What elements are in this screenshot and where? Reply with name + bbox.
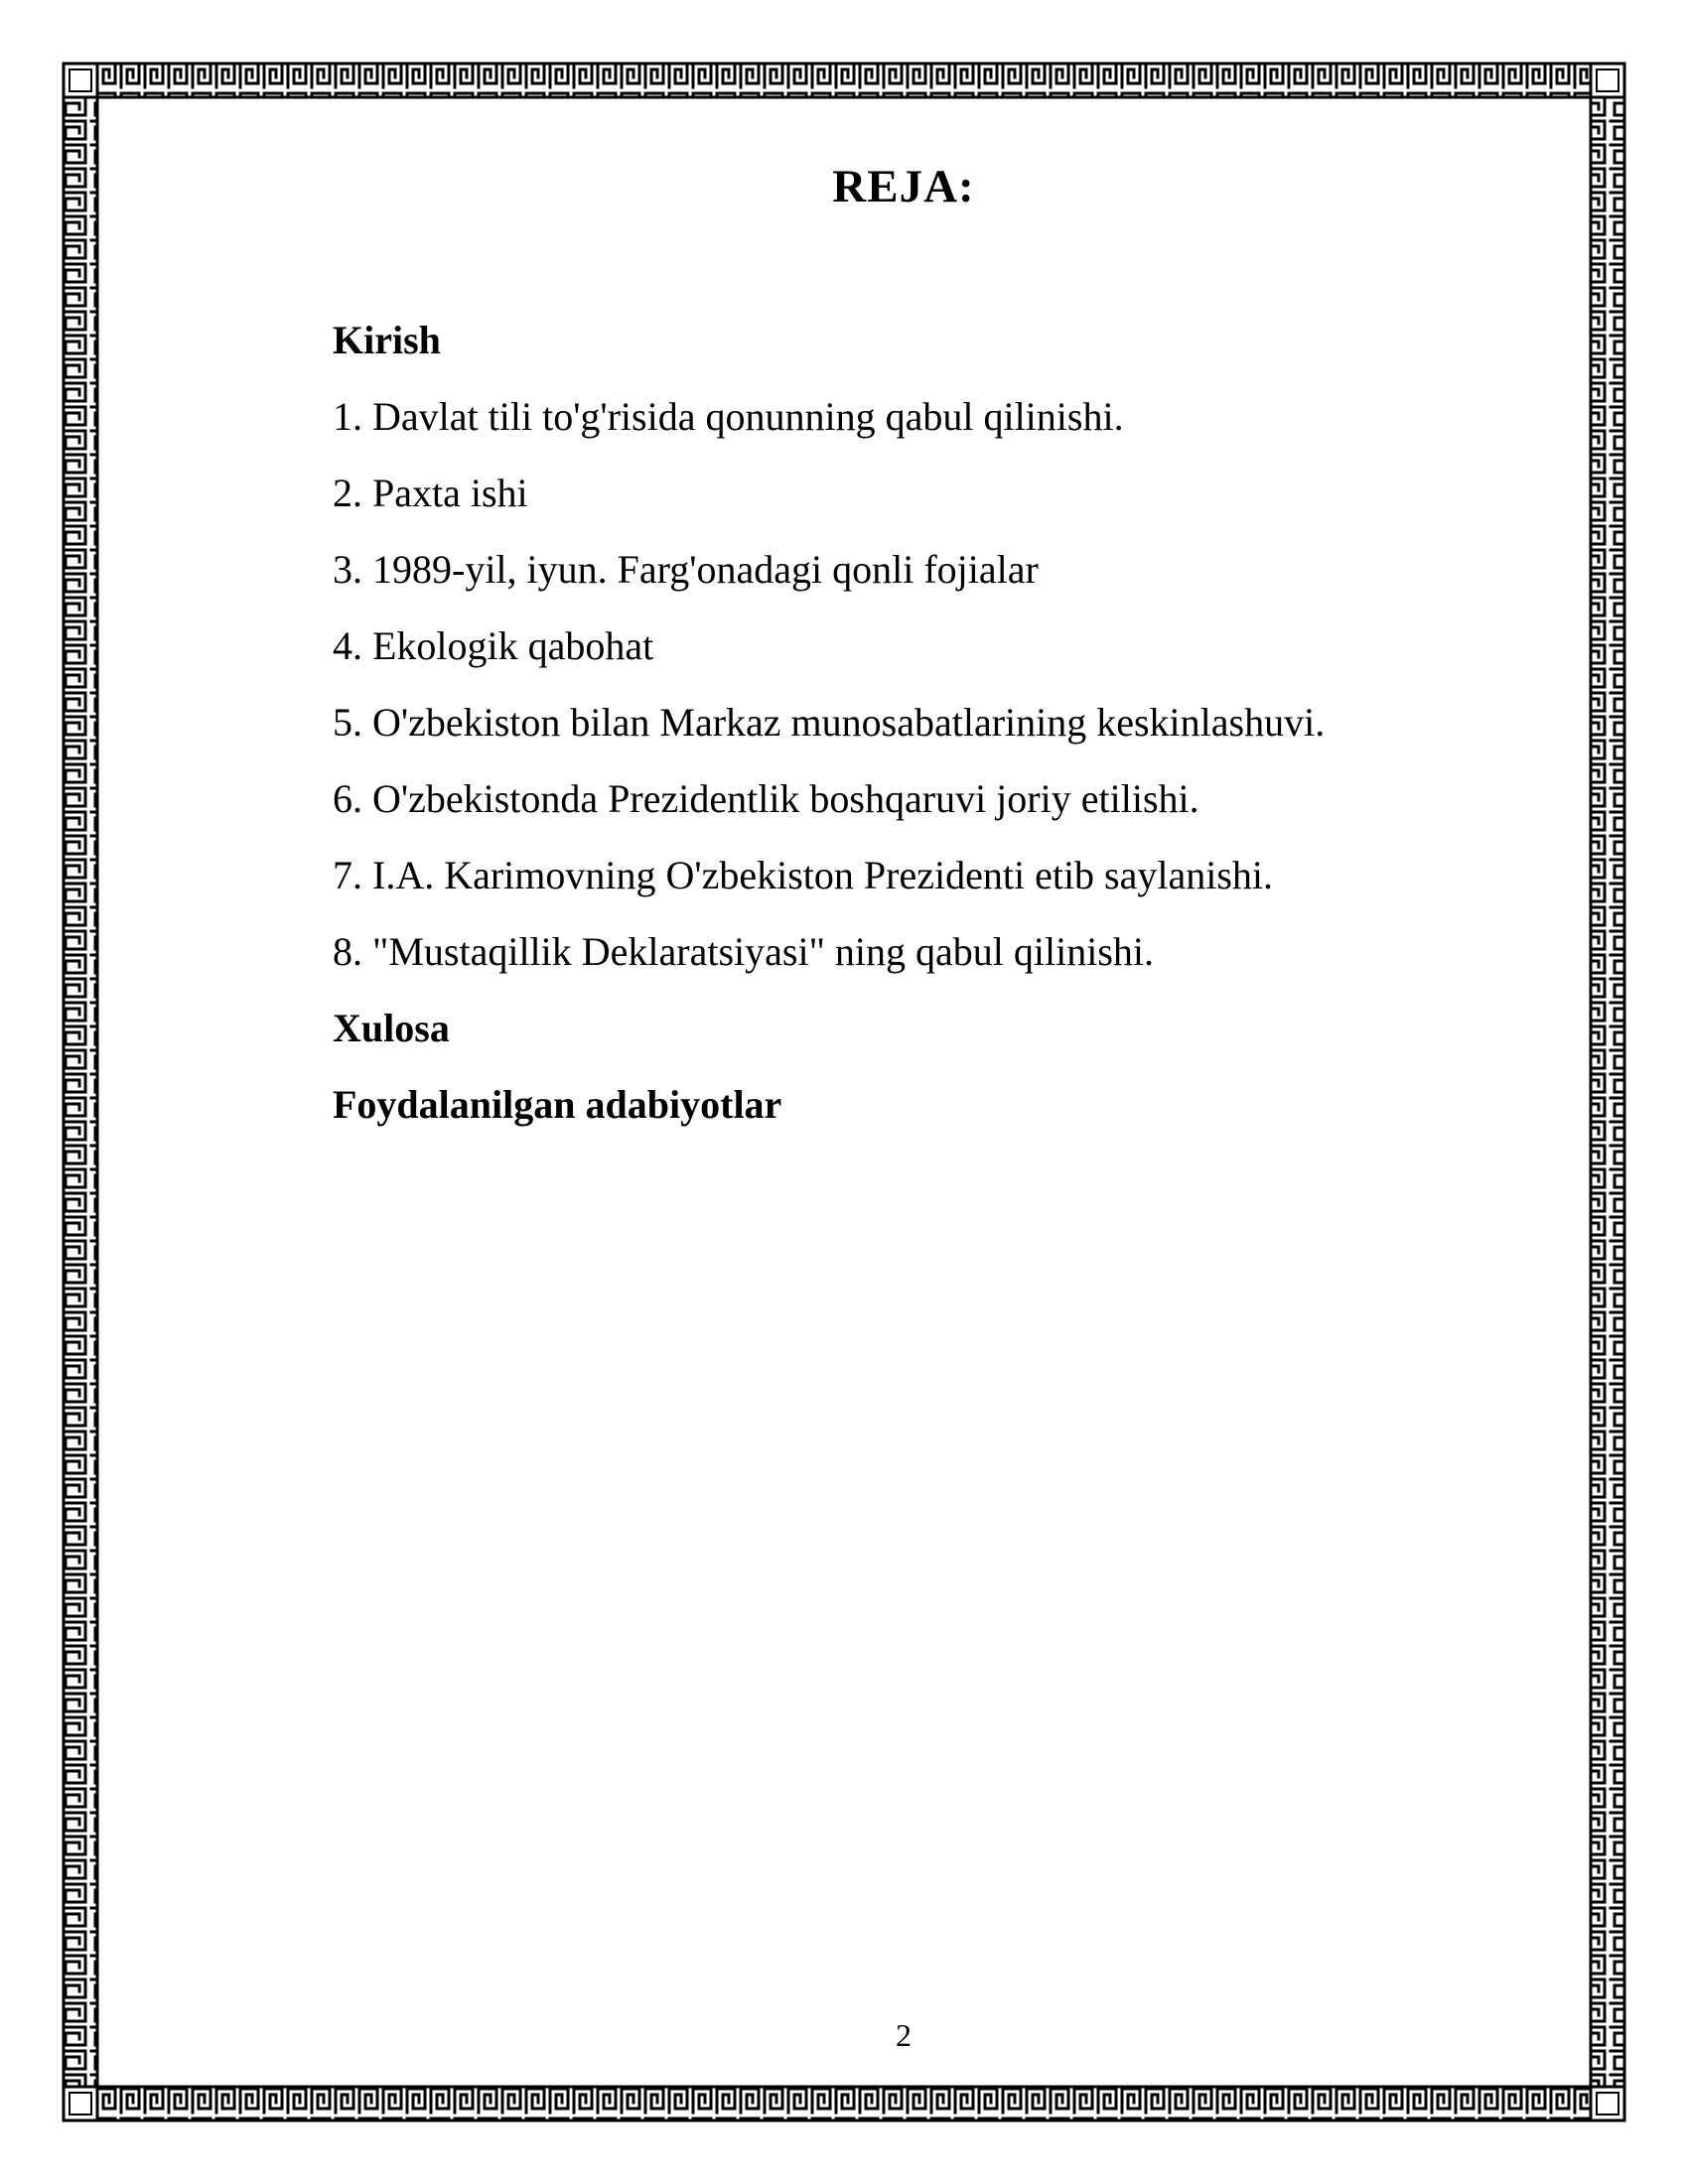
plan-item: 2. Paxta ishi [333,471,528,515]
plan-conclusion: Xulosa [333,1006,450,1050]
plan-item: 1. Davlat tili to'g'risida qonunning qabul qilinishi. [333,394,1124,439]
page-number: 2 [896,2017,912,2053]
plan-item: 5. O'zbekiston bilan Markaz munosabatlarining keskinlashuvi. [333,700,1326,745]
plan-list [333,308,1524,1149]
plan-item: 4. Ekologik qabohat [333,623,654,668]
plan-item: 7. I.A. Karimovning O'zbekiston Prezidenti etib saylanishi. [333,853,1274,897]
page-title: REJA: [832,161,975,212]
plan-item: 6. O'zbekistonda Prezidentlik boshqaruvi joriy etilishi. [333,776,1199,821]
plan-item: 3. 1989-yil, iyun. Farg'onadagi qonli fojialar [333,547,1039,592]
plan-references: Foydalanilgan adabiyotlar [333,1082,782,1127]
plan-item: 8. "Mustaqillik Deklaratsiyasi" ning qabul qilinishi. [333,929,1155,974]
plan-intro: Kirish [333,318,441,362]
